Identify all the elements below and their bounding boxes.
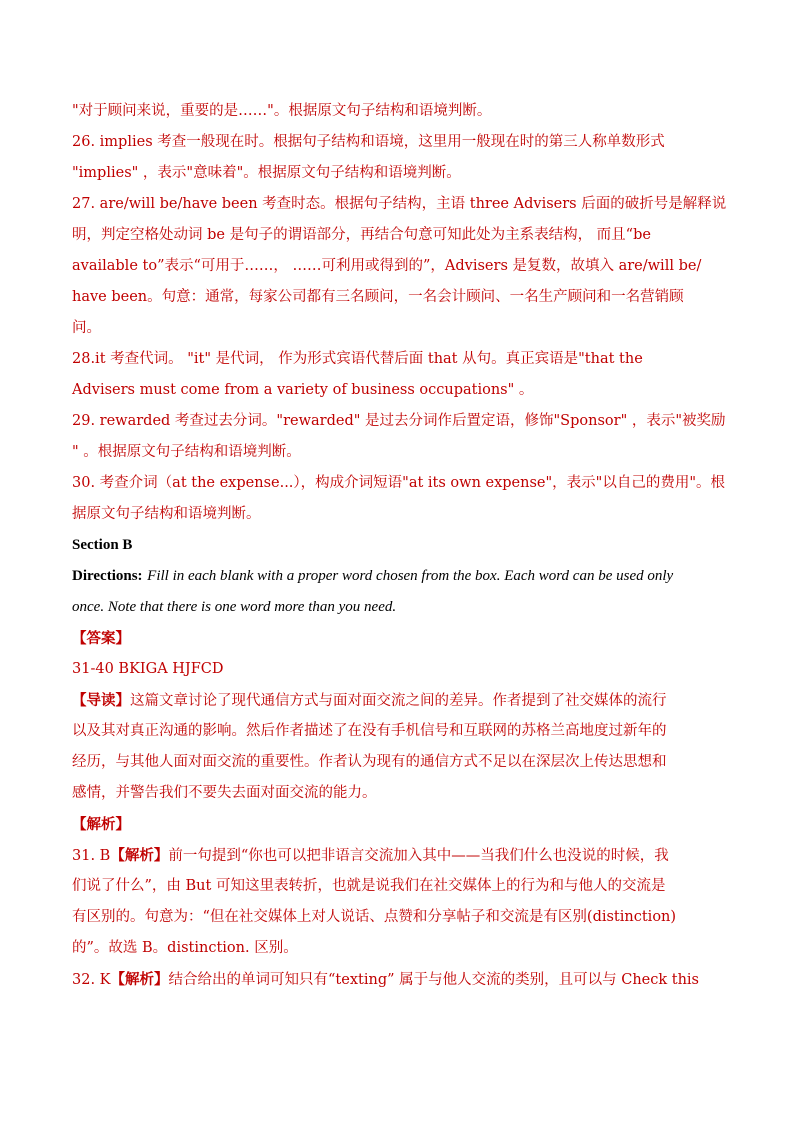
guide-line-1 — [72, 685, 722, 716]
item-32-text: 结合给出的单词可知只有“texting” 属于与他人交流的类别，且可以与 Check this — [168, 972, 700, 988]
directions-text: Fill in each blank with a proper word chosen from the box. Each word can be used only — [147, 568, 674, 584]
item-30-line-2: 据原文句子结构和语境判断。 — [72, 506, 261, 522]
item-28-line-2: Advisers must come from a variety of business occupations" 。 — [72, 382, 534, 398]
analysis-header: 【解析】 — [72, 816, 130, 833]
item-32-tag: 【解析】 — [110, 971, 169, 988]
guide-label: 【导读】 — [72, 692, 130, 709]
item-31-line-1 — [72, 840, 722, 871]
item-31-line-4: 的”。故选 B。distinction. 区别。 — [72, 940, 298, 956]
directions-label: Directions: — [72, 568, 143, 584]
item-30-line-1: 30. 考查介词（at the expense...），构成介词短语"at its own expense"，表示"以自己的费用"。根 — [72, 475, 726, 491]
item-26-line-1: 26. implies 考查一般现在时。根据句子结构和语境，这里用一般现在时的第三人称单数形式 — [72, 134, 665, 150]
item-27-line-4: have been。句意：通常，每家公司都有三名顾问，一名会计顾问、一名生产顾问和一名营销顾 — [72, 289, 684, 305]
item-29-line-1: 29. rewarded 考查过去分词。"rewarded" 是过去分词作后置定语，修饰"Sponsor" ，表示"被奖励 — [72, 413, 726, 429]
item-31-tag: 【解析】 — [110, 847, 169, 864]
item-27-line-2: 明，判定空格处动词 be 是句子的谓语部分，再结合句意可知此处为主系表结构， 而且“be — [72, 227, 651, 243]
item-27-line-3: available to”表示“可用于……， ……可利用或得到的”，Advisers 是复数，故填入 are/will be/ — [72, 258, 702, 274]
item-29-line-2: " 。根据原文句子结构和语境判断。 — [72, 444, 301, 460]
item-32-line-1 — [72, 964, 722, 995]
item-31-text: 前一句提到“你也可以把非语言交流加入其中——当我们什么也没说的时候，我 — [168, 848, 669, 864]
guide-line-2: 以及其对真正沟通的影响。然后作者描述了在没有手机信号和互联网的苏格兰高地度过新年的 — [72, 723, 667, 739]
guide-line-3: 经历，与其他人面对面交流的重要性。作者认为现有的通信方式不足以在深层次上传达思想和 — [72, 754, 667, 770]
item-31-line-2: 们说了什么”，由 But 可知这里表转折，也就是说我们在社交媒体上的行为和与他人的交流是 — [72, 878, 666, 894]
guide-line-4: 感情，并警告我们不要失去面对面交流的能力。 — [72, 785, 377, 801]
answer-value: 31-40 BKIGA HJFCD — [72, 661, 224, 677]
answer-header: 【答案】 — [72, 630, 130, 647]
item-32-number: 32. K — [72, 972, 111, 988]
item-27-line-1: 27. are/will be/have been 考查时态。根据句子结构，主语 three Advisers 后面的破折号是解释说 — [72, 196, 727, 212]
item-27-line-5: 问。 — [72, 320, 101, 336]
text-line: "对于顾问来说，重要的是……"。根据原文句子结构和语境判断。 — [72, 103, 492, 119]
directions-line-2: once. Note that there is one word more than you need. — [72, 599, 397, 615]
guide-text: 这篇文章讨论了现代通信方式与面对面交流之间的差异。作者提到了社交媒体的流行 — [130, 693, 667, 709]
directions-line-1 — [72, 561, 722, 592]
item-26-line-2: "implies" ，表示"意味着"。根据原文句子结构和语境判断。 — [72, 165, 461, 181]
item-31-line-3: 有区别的。句意为：“但在社交媒体上对人说话、点赞和分享帖子和交流是有区别(distinction) — [72, 909, 677, 925]
item-28-line-1: 28.it 考查代词。 "it" 是代词， 作为形式宾语代替后面 that 从句。真正宾语是"that the — [72, 351, 643, 367]
document-page — [72, 96, 727, 995]
section-title: Section B — [72, 537, 133, 553]
item-31-number: 31. B — [72, 848, 111, 864]
